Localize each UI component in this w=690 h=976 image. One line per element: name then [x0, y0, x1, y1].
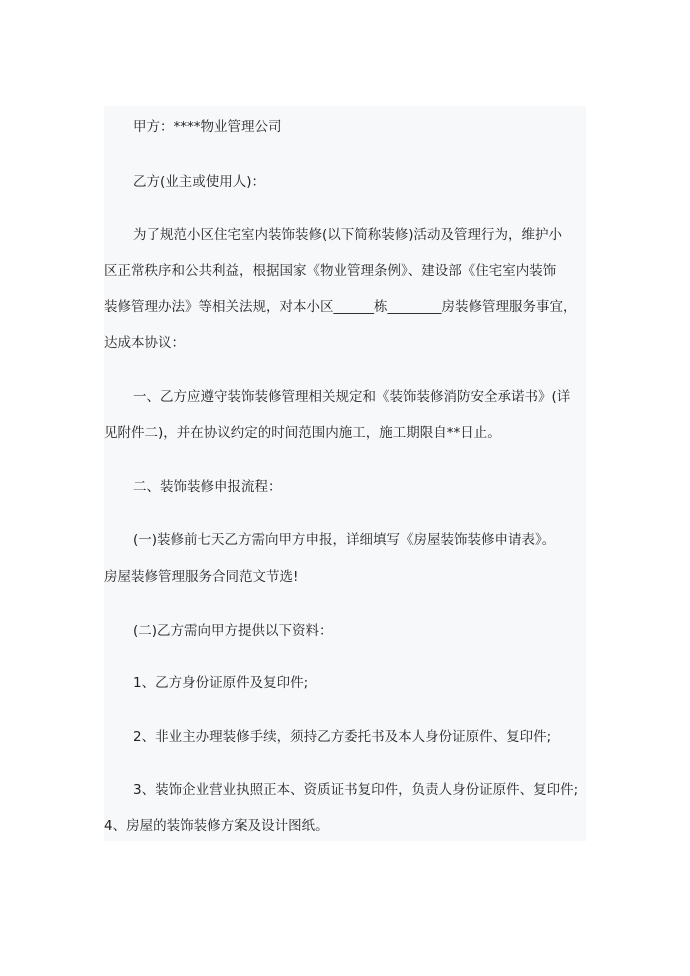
paragraph-line: 见附件二)，并在协议约定的时间范围内施工，施工期限自**日止。	[104, 425, 501, 441]
list-item: 1、乙方身份证原件及复印件;	[133, 675, 309, 691]
paragraph-line: 为了规范小区住宅室内装饰装修(以下简称装修)活动及管理行为，维护小	[133, 227, 563, 243]
section-heading: 二、装饰装修申报流程：	[133, 479, 282, 495]
paragraph-line: 区正常秩序和公共利益，根据国家《物业管理条例》、建设部《住宅室内装饰	[104, 263, 557, 279]
paragraph-line: (一)装修前七天乙方需向甲方申报，详细填写《房屋装饰装修申请表》。	[133, 532, 556, 548]
list-item: 2、非业主办理装修手续，须持乙方委托书及本人身份证原件、复印件;	[133, 729, 552, 745]
paragraph-line: (二)乙方需向甲方提供以下资料：	[133, 623, 333, 639]
paragraph-line: 达成本协议：	[104, 335, 185, 351]
list-item: 3、装饰企业营业执照正本、资质证书复印件，负责人身份证原件、复印件;	[133, 782, 579, 798]
paragraph-line: 房屋装修管理服务合同范文节选!	[104, 569, 299, 585]
party-a-line: 甲方：****物业管理公司	[133, 119, 282, 135]
party-b-line: 乙方(业主或使用人)：	[133, 174, 266, 190]
paragraph-line: 一、乙方应遵守装饰装修管理相关规定和《装饰装修消防安全承诺书》(详	[133, 389, 571, 405]
paragraph-line: 装修管理办法》等相关法规，对本小区______栋________房装修管理服务事宜，	[104, 299, 577, 315]
list-item: 4、房屋的装饰装修方案及设计图纸。	[104, 818, 329, 834]
